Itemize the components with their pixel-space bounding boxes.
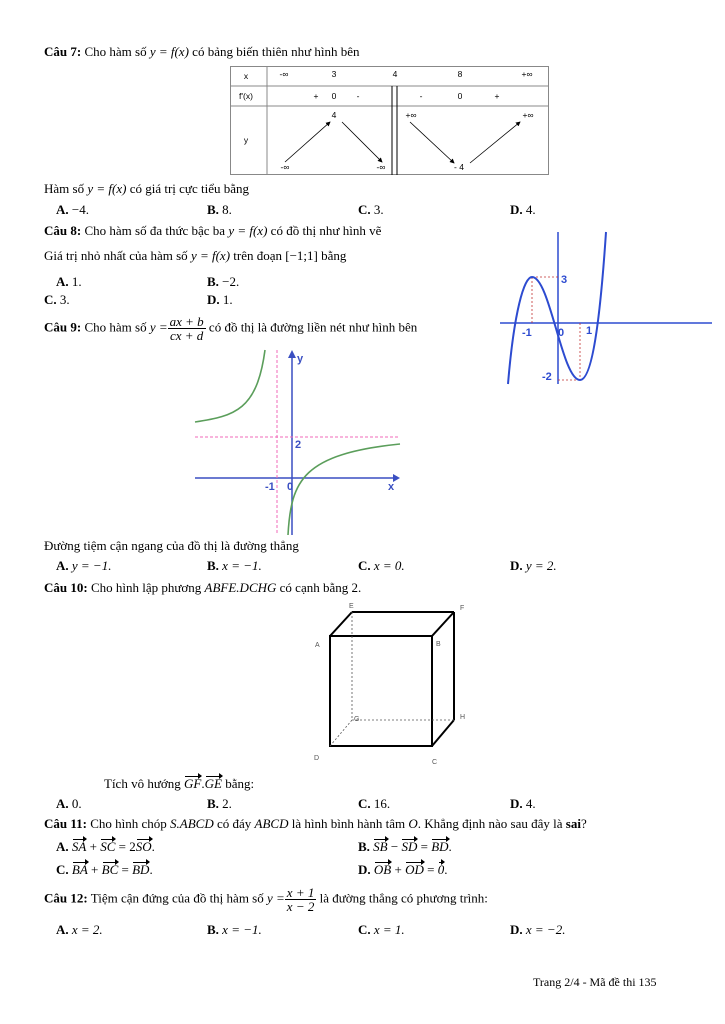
svg-text:F: F xyxy=(460,605,465,612)
q10-label: Câu 10: xyxy=(44,580,88,595)
svg-text:C: C xyxy=(432,759,438,766)
svg-text:4: 4 xyxy=(331,110,337,120)
q8-option-c[interactable]: C. 3. xyxy=(44,292,70,307)
q12-option-c[interactable]: C. x = 1. xyxy=(358,922,405,937)
q9-stem: Câu 9: Cho hàm số y = $\frac{ax + b}{cx + d}$ có đồ thị là đường liền nét như hình bên xyxy=(44,314,418,343)
q10-option-a[interactable]: A. 0. xyxy=(56,796,82,811)
svg-text:+∞: +∞ xyxy=(522,110,534,120)
svg-text:8: 8 xyxy=(457,69,463,79)
q12-option-d[interactable]: D. x = −2. xyxy=(510,922,566,937)
svg-text:+∞: +∞ xyxy=(405,110,417,120)
svg-text:+∞: +∞ xyxy=(521,69,533,79)
page-footer: Trang 2/4 - Mã đề thi 135 xyxy=(533,975,657,989)
svg-text:y: y xyxy=(297,353,304,365)
q9-label: Câu 9: xyxy=(44,319,82,335)
q8-stem: Câu 8: Cho hàm số đa thức bậc ba y = f(x) có đồ thị như hình vẽ xyxy=(44,223,382,238)
q12-label: Câu 12: xyxy=(44,890,88,906)
svg-text:x: x xyxy=(388,481,395,493)
q12-option-a[interactable]: A. x = 2. xyxy=(56,922,103,937)
q10-option-d[interactable]: D. 4. xyxy=(510,796,536,811)
q9-left-branch xyxy=(195,350,265,422)
q7-stem: Câu 7: Cho hàm số y = f(x) có bảng biến thiên như hình bên xyxy=(44,44,360,59)
q10-cube-figure xyxy=(310,598,480,770)
q9-option-d[interactable]: D. y = 2. xyxy=(510,558,557,573)
q10-stem: Câu 10: Cho hình lập phương ABFE.DCHG có cạnh bằng 2. xyxy=(44,580,362,595)
q9-option-b[interactable]: B. x = −1. xyxy=(207,558,262,573)
q7-label: Câu 7: xyxy=(44,44,82,59)
svg-text:B: B xyxy=(436,641,441,648)
q11-option-b[interactable]: B. SB − SD = BD. xyxy=(358,839,452,854)
svg-text:-∞: -∞ xyxy=(279,69,289,79)
svg-text:-1: -1 xyxy=(522,327,532,339)
svg-text:- 4: - 4 xyxy=(454,162,464,172)
q9-option-a[interactable]: A. y = −1. xyxy=(56,558,112,573)
svg-text:H: H xyxy=(460,714,466,721)
svg-text:E: E xyxy=(349,603,354,610)
q12-option-b[interactable]: B. x = −1. xyxy=(207,922,262,937)
svg-text:0: 0 xyxy=(457,91,463,101)
q7-option-d[interactable]: D. 4. xyxy=(510,202,536,217)
q8-question: Giá trị nhỏ nhất của hàm số y = f(x) trên đoạn [−1;1] bằng xyxy=(44,248,347,263)
table-row-fprime: f'(x) xyxy=(239,91,253,101)
svg-text:-∞: -∞ xyxy=(376,162,386,172)
q7-option-c[interactable]: C. 3. xyxy=(358,202,384,217)
svg-text:0: 0 xyxy=(331,91,337,101)
q12-stem: Câu 12: Tiệm cận đứng của đồ thị hàm số y = $\frac{x + 1}{x - 2}$ là đường thẳng có phương trình: xyxy=(44,885,488,914)
svg-text:0: 0 xyxy=(287,481,294,493)
svg-text:0: 0 xyxy=(558,327,565,339)
q9-question: Đường tiệm cận ngang của đồ thị là đường thẳng xyxy=(44,538,299,553)
svg-text:+: + xyxy=(313,91,319,101)
q9-option-c[interactable]: C. x = 0. xyxy=(358,558,405,573)
q11-option-a[interactable]: A. SA + SC = 2SO. xyxy=(56,839,155,854)
q10-option-b[interactable]: B. 2. xyxy=(207,796,232,811)
q8-option-d[interactable]: D. 1. xyxy=(207,292,233,307)
q10-question: Tích vô hướng GF.GE bằng: xyxy=(104,776,255,791)
q11-label: Câu 11: xyxy=(44,816,87,831)
svg-text:-1: -1 xyxy=(265,481,275,493)
q8-cubic-curve xyxy=(508,232,606,384)
table-row-y: y xyxy=(243,135,249,145)
q7-option-b[interactable]: B. 8. xyxy=(207,202,232,217)
q7-variation-table xyxy=(230,66,550,176)
svg-text:G: G xyxy=(354,716,360,723)
svg-text:4: 4 xyxy=(392,69,398,79)
q9-right-branch xyxy=(288,444,400,535)
q11-option-c[interactable]: C. BA + BC = BD. xyxy=(56,862,153,877)
q8-label: Câu 8: xyxy=(44,223,82,238)
table-row-x: x xyxy=(243,71,249,81)
q11-option-d[interactable]: D. OB + OD = 0. xyxy=(358,862,448,877)
svg-text:3: 3 xyxy=(561,274,568,286)
q8-option-a[interactable]: A. 1. xyxy=(56,274,82,289)
q7-question: Hàm số y = f(x) có giá trị cực tiểu bằng xyxy=(44,181,249,196)
svg-text:-: - xyxy=(419,91,423,101)
svg-text:-∞: -∞ xyxy=(280,162,290,172)
svg-text:D: D xyxy=(314,755,320,762)
cube-front-face xyxy=(330,636,432,746)
q7-option-a[interactable]: A. −4. xyxy=(56,202,89,217)
svg-text:+: + xyxy=(494,91,500,101)
q10-option-c[interactable]: C. 16. xyxy=(358,796,391,811)
q11-stem: Câu 11: Cho hình chóp S.ABCD có đáy ABCD là hình bình hành tâm O. Khẳng định nào sau đây là sai? xyxy=(44,816,587,831)
q8-cubic-graph xyxy=(500,232,715,384)
q9-hyperbola-graph xyxy=(195,350,407,535)
q8-option-b[interactable]: B. −2. xyxy=(207,274,240,289)
svg-text:1: 1 xyxy=(586,325,593,337)
svg-text:2: 2 xyxy=(295,439,302,451)
svg-text:-2: -2 xyxy=(542,371,552,383)
svg-text:-: - xyxy=(356,91,360,101)
svg-text:3: 3 xyxy=(331,69,337,79)
svg-text:A: A xyxy=(315,642,320,649)
